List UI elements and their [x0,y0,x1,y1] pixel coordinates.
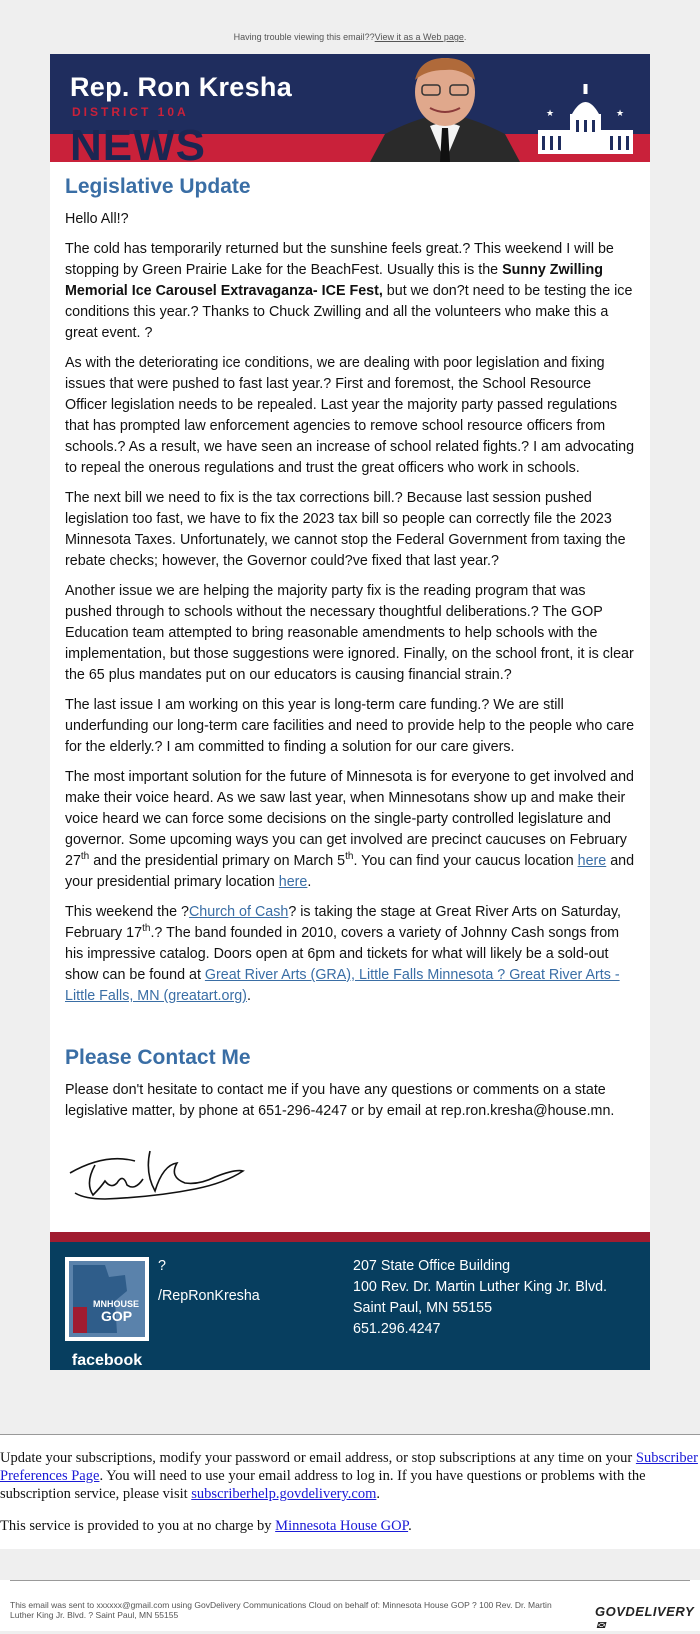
divider [10,1580,690,1581]
text-run: . [408,1518,412,1534]
facebook-label[interactable]: facebook [71,1352,143,1369]
text-run: The cold has temporarily returned but the sunshine feels great.? This weekend I will be stopping by Green Prairie Lake for the BeachFest. Usually this is the [65,241,614,278]
facebook-block[interactable] [65,1257,149,1371]
text-run: . [376,1486,380,1502]
great-river-arts-link[interactable]: Great River Arts (GRA), Little Falls Minnesota ? Great River Arts - Little Falls, MN (greatart.org) [65,967,620,1004]
legislative-update-heading: Legislative Update [65,175,251,198]
trouble-viewing-note: Having trouble viewing this email??View it as a Web page. [233,32,467,42]
text-run: . [307,874,312,890]
logo-line2: GOP [101,1308,133,1324]
mnhouse-gop-logo [65,1257,149,1341]
text-run: ? is taking the stage at Great River Arts on Saturday, February 17 [65,904,622,941]
superscript: th [142,923,151,935]
view-as-webpage-link[interactable]: View it as a Web page [374,32,464,42]
envelope-icon: ✉ [596,1620,606,1632]
trouble-text: Having trouble viewing this email?? [233,32,375,42]
newsletter-body [50,162,650,1220]
subscriber-help-link[interactable]: subscriberhelp.govdelivery.com [191,1486,377,1502]
text-run: but we don?t need to be testing the ice conditions this year.? Thanks to Chuck Zwilling and all the volunteers who make this a great event. ? [65,283,633,341]
address-line: 207 State Office Building [353,1258,511,1274]
text-run: . You will need to use your email address to log in. If you have questions or problems with the subscription service, please visit [0,1468,646,1502]
text-run: This service is provided to you at no charge by [0,1518,276,1534]
header-banner [50,54,650,162]
banner-news-word: NEWS [70,121,206,162]
newsletter-card [50,54,650,1370]
paragraph-long-term-care: The last issue I am working on this year is long-term care funding.? We are still underfunding our long-term care facilities and need to provide help to the people who care for the elderly.? I am committed to finding a solution for our care givers. [65,697,635,755]
text-run: . You can find your caucus location [353,853,578,869]
svg-text:★: ★ [546,109,555,119]
text-run: This weekend the ? [65,904,189,920]
footer-band [50,1232,650,1370]
subscription-paragraph [0,1449,700,1503]
text-run: Update your subscriptions, modify your password or email address, or stop subscriptions at any time on your [0,1450,636,1466]
paragraph-school-resource-officer: As with the deteriorating ice conditions, we are dealing with poor legislation and fixing issues that were pushed to fast last year.? First and foremost, the School Resource Officer legislation needs to be repealed. Last year the majority party passed regulations that has prompted law enforcement agencies to remove school resource officers from schools.? As a result, we have seen an increase of school related fights.? I am advocating to repeal the onerous regulations and trust the great officers who work in schools. [65,355,635,476]
text-run: .? The band founded in 2010, covers a variety of Johnny Cash songs from his impressive catalog. Doors open at 6pm and tickets for what will likely be a sold-out show can be found at [65,925,620,983]
superscript: th [80,851,90,863]
address-line: 100 Rev. Dr. Martin Luther King Jr. Blvd. [353,1279,608,1295]
social-links [158,1256,260,1307]
logo-line1: MNHOUSE [93,1299,140,1309]
contact-heading: Please Contact Me [65,1046,251,1069]
address-line: Saint Paul, MN 55155 [353,1300,493,1316]
address-phone: 651.296.4247 [353,1321,441,1337]
signature-image [65,1143,265,1213]
banner-rep-name: Rep. Ron Kresha [70,72,293,102]
govdelivery-logo[interactable] [595,1604,700,1634]
sent-to-fine-print: This email was sent to xxxxxx@gmail.com using GovDelivery Communications Cloud on behalf of: Minnesota House GOP ? 100 Rev. Dr. Martin Luther King Jr. Blvd. ? Saint Paul, MN 55155 [10,1600,552,1620]
social-icon-placeholder: ? [158,1258,166,1274]
capitol-building-icon [538,80,633,160]
representative-photo [360,54,530,162]
paragraph-get-involved [65,767,635,893]
contact-paragraph: Please don't hesitate to contact me if you have any questions or comments on a state legislative matter, by phone at 651-296-4247 or by email at rep.ron.kresha@house.mn. [65,1082,615,1119]
church-of-cash-link[interactable]: Church of Cash [188,904,289,920]
paragraph-ice-fest [65,239,635,344]
service-provided-paragraph [0,1517,700,1535]
text-run: The most important solution for the future of Minnesota is for everyone to get involved and make their voice heard. As we saw last year, when Minnesotans show up and make their voice heard we can force some decisions on the single-party controlled legislature and governor. Some upcoming ways you can get involved are precinct caucuses on February 27 [65,769,635,869]
govdelivery-wordmark: GOVDELIVERY [595,1604,695,1619]
caucus-location-link[interactable]: here [577,853,607,869]
office-address [353,1256,607,1340]
bottom-footer [0,1580,700,1631]
text-run: and your presidential primary location [65,853,635,890]
subscriber-preferences-link[interactable]: Subscriber Preferences Page [0,1450,698,1484]
paragraph-church-of-cash [65,902,635,1007]
superscript: th [345,851,354,863]
paragraph-tax-bill: The next bill we need to fix is the tax corrections bill.? Because last session pushed legislation too fast, we have to fix the 2023 tax bill so people can correctly file the 2023 Minnesota Taxes. Unfortunately, we cannot stop the Federal Government from taxing the rebate checks; however, the Governor could?ve fixed that last year.? [65,490,626,569]
minnesota-house-gop-link[interactable]: Minnesota House GOP [275,1518,409,1534]
greeting: Hello All!? [65,211,129,227]
banner-district: DISTRICT 10A [72,105,189,119]
paragraph-reading-program: Another issue we are helping the majority party fix is the reading program that was pushed through to schools without the necessary thoughtful deliberations.? The GOP Education team attempted to bring reasonable amendments to help schools with the implementation, but those suggestions were ignored. Finally, on the school front, it is clear the 65 plus mandates put on our educators is causing financial strain.? [65,583,634,683]
text-run: and the presidential primary on March 5 [89,853,346,869]
facebook-handle[interactable]: /RepRonKresha [158,1288,260,1304]
text-run: . [246,988,251,1004]
ice-fest-bold: Sunny Zwilling Memorial Ice Carousel Extravaganza- ICE Fest, [65,262,603,299]
subscription-notice [0,1434,700,1549]
primary-location-link[interactable]: here [278,874,308,890]
svg-text:★: ★ [616,109,625,119]
